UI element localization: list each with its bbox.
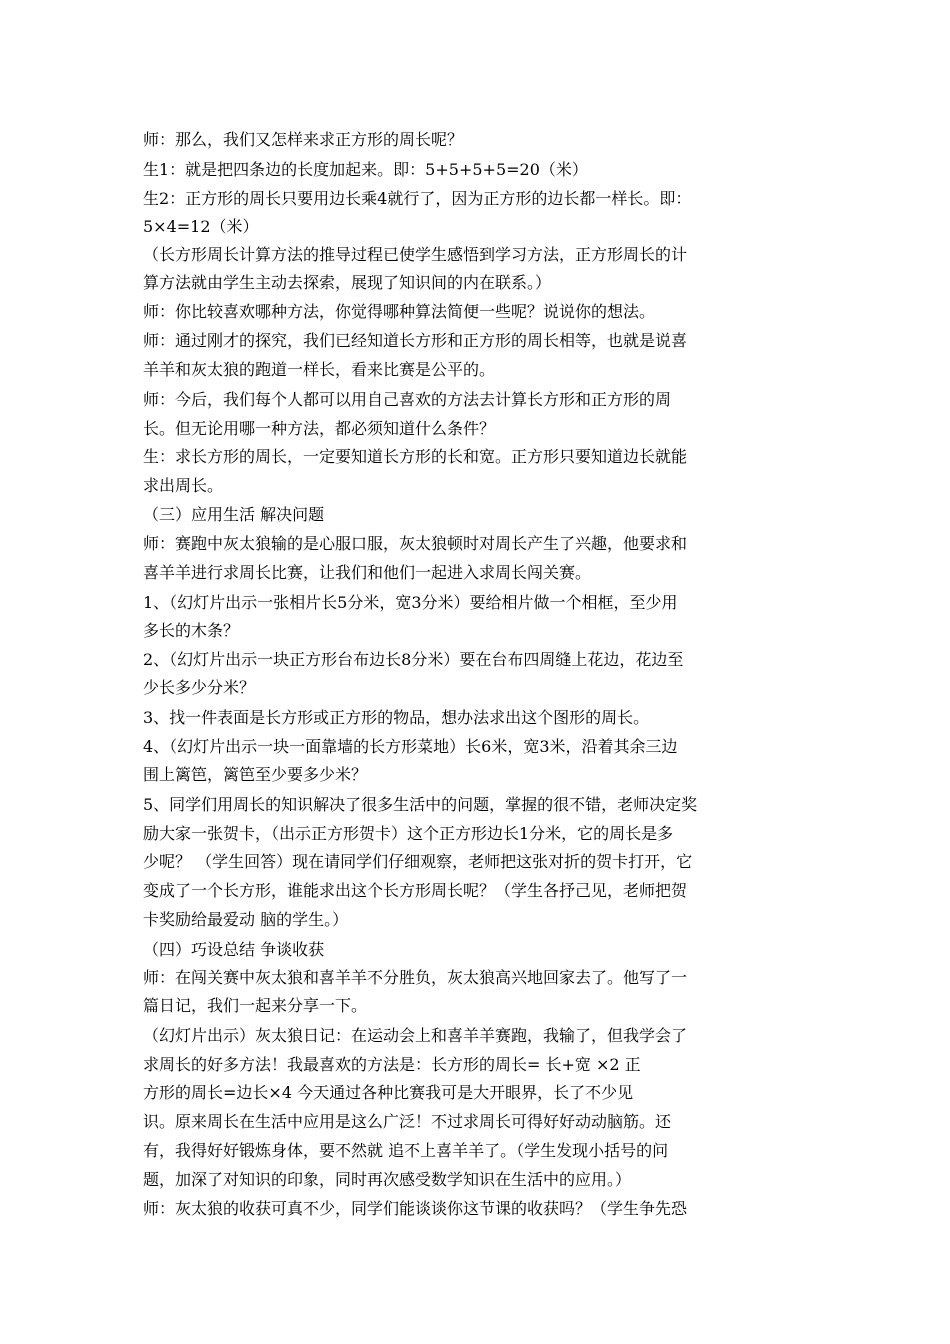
text-line: 卡奖励给最爱动 脑的学生。） [143, 910, 349, 929]
text-line: 求出周长。 [143, 476, 224, 495]
text-line: 羊羊和灰太狼的跑道一样长，看来比赛是公平的。 [143, 360, 496, 379]
text-line: 4、（幻灯片出示一块一面靠墙的长方形菜地）长6米，宽3米，沿着其余三边 [143, 737, 678, 756]
text-line: （幻灯片出示）灰太狼日记：在运动会上和喜羊羊赛跑，我输了，但我学会了 [143, 1026, 688, 1045]
text-line: 识。原来周长在生活中应用是这么广泛！不过求周长可得好好动动脑筋。还 [143, 1112, 672, 1131]
text-line: 长。但无论用哪一种方法，都必须知道什么条件？ [143, 419, 496, 438]
text-line: 师：灰太狼的收获可真不少，同学们能谈谈你这节课的收获吗？（学生争先恐 [143, 1199, 688, 1218]
text-line: 变成了一个长方形，谁能求出这个长方形周长呢？（学生各抒己见，老师把贺 [143, 881, 688, 900]
text-line: 有，我得好好锻炼身体，要不然就 追不上喜羊羊了。（学生发现小括号的问 [143, 1141, 669, 1160]
text-line: 师：今后，我们每个人都可以用自己喜欢的方法去计算长方形和正方形的周 [143, 390, 672, 409]
text-line: 师：在闯关赛中灰太狼和喜羊羊不分胜负，灰太狼高兴地回家去了。他写了一 [143, 968, 688, 987]
text-line: 篇日记，我们一起来分享一下。 [143, 996, 368, 1015]
text-line: 3、找一件表面是长方形或正方形的物品，想办法求出这个图形的周长。 [143, 708, 650, 727]
text-line: 多长的木条？ [143, 621, 240, 640]
text-line: 少呢？ （学生回答）现在请同学们仔细观察，老师把这张对折的贺卡打开，它 [143, 852, 693, 871]
text-line: 生：求长方形的周长，一定要知道长方形的长和宽。正方形只要知道边长就能 [143, 447, 688, 466]
text-line: 2、（幻灯片出示一块正方形台布边长8分米）要在台布四周缝上花边，花边至 [143, 650, 684, 669]
text-line: 师：通过刚才的探究，我们已经知道长方形和正方形的周长相等，也就是说喜 [143, 331, 688, 350]
text-line: 求周长的好多方法！我最喜欢的方法是：长方形的周长= 长+宽 ×2 正 [143, 1055, 641, 1074]
text-line: 励大家一张贺卡，（出示正方形贺卡）这个正方形边长1分米，它的周长是多 [143, 824, 674, 843]
text-line: 算方法就由学生主动去探索，展现了知识间的内在联系。） [143, 273, 552, 292]
text-line: 题，加深了对知识的印象，同时再次感受数学知识在生活中的应用。） [143, 1170, 632, 1189]
text-line: 5×4=12（米） [143, 217, 259, 236]
section-heading: （四）巧设总结 争谈收获 [143, 940, 325, 959]
text-line: 生2：正方形的周长只要用边长乘4就行了，因为正方形的边长都一样长。即： [143, 189, 692, 208]
section-heading: （三）应用生活 解决问题 [143, 505, 325, 524]
text-line: 喜羊羊进行求周长比赛，让我们和他们一起进入求周长闯关赛。 [143, 563, 592, 582]
text-line: 少长多少分米？ [143, 678, 256, 697]
text-line: （长方形周长计算方法的推导过程已使学生感悟到学习方法，正方形周长的计 [143, 245, 688, 264]
text-line: 师：你比较喜欢哪种方法，你觉得哪种算法简便一些呢？说说你的想法。 [143, 302, 656, 321]
text-line: 生1：就是把四条边的长度加起来。即：5+5+5+5=20（米） [143, 160, 588, 179]
text-line: 师：赛跑中灰太狼输的是心服口服，灰太狼顿时对周长产生了兴趣，他要求和 [143, 534, 688, 553]
text-line: 5、同学们用周长的知识解决了很多生活中的问题，掌握的很不错，老师决定奖 [143, 795, 698, 814]
text-line: 围上篱笆，篱笆至少要多少米？ [143, 765, 368, 784]
text-line: 师：那么，我们又怎样来求正方形的周长呢？ [143, 130, 464, 149]
text-line: 1、（幻灯片出示一张相片长5分米，宽3分米）要给相片做一个相框，至少用 [143, 593, 678, 612]
text-line: 方形的周长=边长×4 今天通过各种比赛我可是大开眼界，长了不少见 [143, 1083, 634, 1102]
